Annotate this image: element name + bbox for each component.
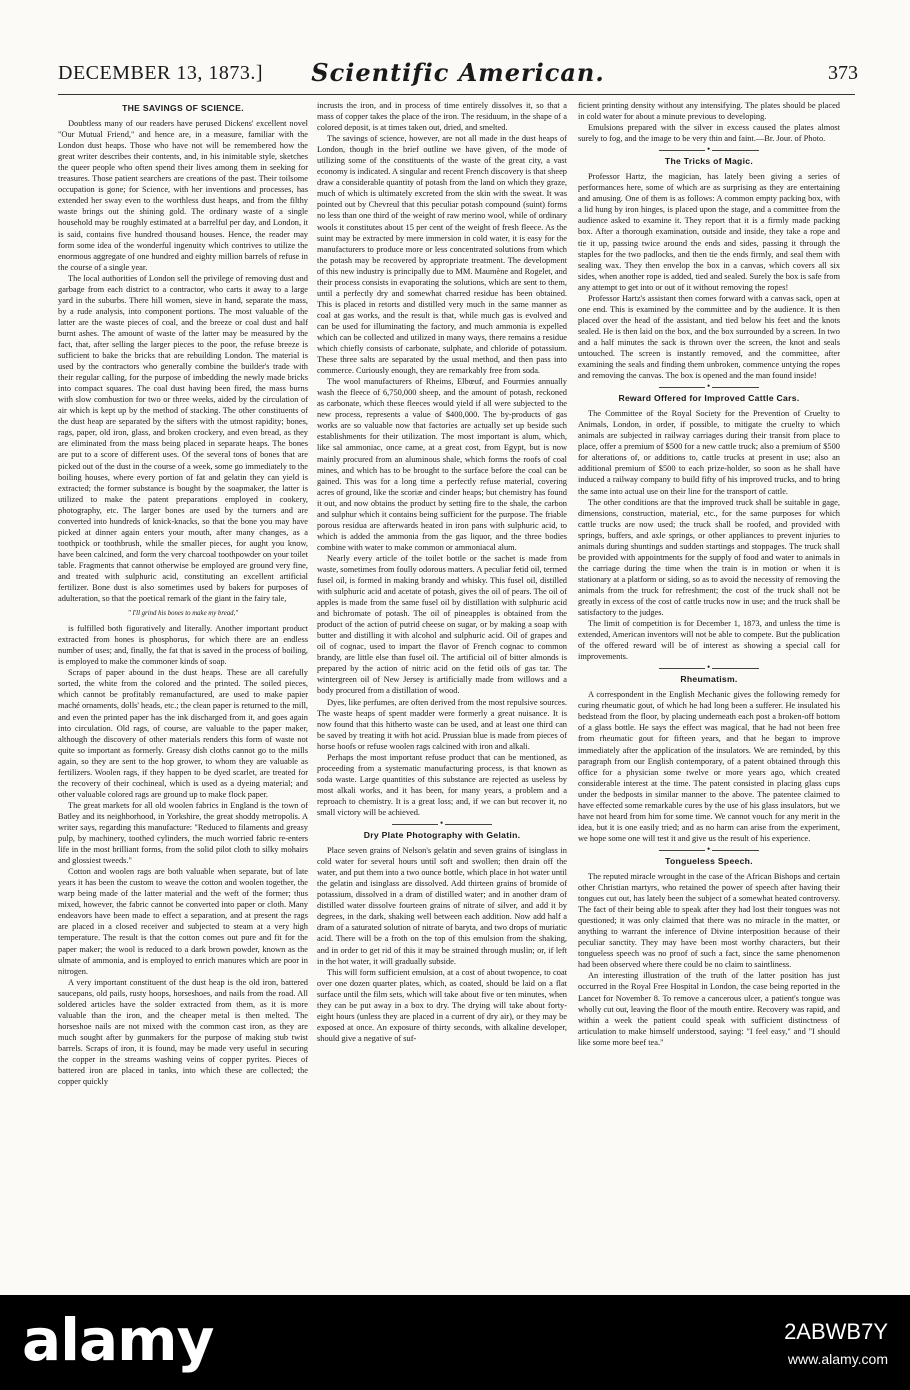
- section-divider: [659, 387, 759, 388]
- paragraph: Professor Hartz, the magician, has lately been giving a series of performances here, some of which are as surprising as they are entertaining and amusing. One of them is as follows: A common empty packing box, with a lid hung by iron hinges, is placed upon the stage, and a committee from the audience asked to examine it. They report that it is a firmly made packing box. After a thorough examination, outside and inside, they take a rope and tie it up, passing twice around the ends and sides, passing it through the staples for the two padlocks, and then tie the ends firmly, and seal them with sealing wax. They then envelop the box in a canvas, which covers all six sides, when another rope is added, tied and sealed. Surely the box is safe from any attempt to get into or out of it without removing the ropes!: [578, 172, 840, 292]
- paragraph: ficient printing density without any intensifying. The plates should be placed in cold water for about a minute previous to developing.: [578, 101, 840, 122]
- paragraph: The great markets for all old woolen fabrics in England is the town of Batley and its neighborhood, in Yorkshire, the great shoddy metropolis. A writer says, regarding this manufacture: "Reduced to filaments and greasy pulp, by machinery, toothed cylinders, the much worried fabric re-enters life in the most brilliant forms, from the solid pilot cloth to silky mohairs and glossiest tweeds.": [58, 800, 308, 866]
- paragraph: This will form sufficient emulsion, at a cost of about twopence, to coat over one dozen quarter plates, which, as coated, should be laid on a flat surface until the film sets, which will take about five or ten minutes, when they can be put away in a box to dry. The drying will take about forty-eight hours (unless they are placed in a current of dry air), or they may be exposed at once. An exposure of thirty seconds, with alkaline developer, should give a negative of suf-: [317, 967, 567, 1043]
- paragraph: Dyes, like perfumes, are often derived from the most repulsive sources. The waste heaps of spent madder were formerly a great nuisance. It is now found that this hitherto waste can be used, and at least one third can be saved by treating it with hot acid. Prussian blue is made from pieces of horse hoofs or refuse woolen rags calcined with iron and alkali.: [317, 697, 567, 751]
- paragraph: A very important constituent of the dust heap is the old iron, battered saucepans, old pails, rusty hoops, horseshoes, and nails from the road. All soldered articles have the solder extracted from them, as it is more valuable than the iron, and the cheaper metal is then melted. The horseshoe nails are not mixed with the common cast iron, as they are much sought after by gunmakers for the purpose of making stub twist barrels. Scraps of iron, it is found, may be made very useful in securing the copper in the streams washing veins of copper pyrites. Pieces of battered iron are placed in tanks, into which these are collected; the copper quickly: [58, 977, 308, 1087]
- column-2: [317, 100, 567, 1290]
- section-divider: [659, 668, 759, 669]
- paragraph: The Committee of the Royal Society for the Prevention of Cruelty to Animals, London, in order, if possible, to mitigate the cruelty to which animals are subjected in railway carriages during their transit from place to place, offer a premium of $500 for a new cattle truck; also a premium of $500 for alterations of, or additions to, cattle trucks at present in use; also an additional premium of $500 to each prize-holder, so soon as he shall have induced a railway company to build fifty of his improved trucks, and to bring the same into actual use on their line for the transport of cattle.: [578, 409, 840, 496]
- masthead-rule: [58, 94, 855, 95]
- paragraph: incrusts the iron, and in process of time entirely dissolves it, so that a mass of copper takes the place of the iron. The residuum, in the shape of a colored deposit, is at times taken out, dried, and smelted.: [317, 101, 567, 133]
- publication-title: Scientific American.: [311, 58, 605, 87]
- paragraph: is fulfilled both figuratively and literally. Another important product extracted from bones is phosphorus, for which there are an endless number of uses; and, finally, the fat that is saved in the process of boiling, is employed to make the commoner kinds of soap.: [58, 624, 308, 667]
- article-title-tricks-of-magic: The Tricks of Magic.: [664, 156, 754, 167]
- paragraph: The wool manufacturers of Rheims, Elbœuf, and Fourmies annually wash the fleece of 6,750,000 sheep, and the amount of potash, reckoned as carbonate, which these fleeces would yield if all were subjected to the new process, represents a value of $400,000. The by-products of gas works are so valuable now that factories are actually set up beside such establishments for their utilization. The most important is alum, which, like sal ammoniac, once came, at a great cost, from Egypt, but is now mainly procured from an aluminous shale, which forms the roofs of coal mines, and which has to be brought to the surface before the coal can be gained. This was for a long time a perfectly refuse material, covering acres of ground, like the scoriæ and cinder heaps; but chemistry has found it out, and now obtains the product by setting fire to the shale, the carbon and sulphur which it contains being sufficient for the purpose. The friable porous residua are afterwards heated in iron pans with sulphuric acid, to which is added the ammonia from the gas liquor, and the three bodies combine with water to make common or ammoniacal alum.: [317, 377, 567, 552]
- section-divider: [392, 824, 492, 825]
- issue-date: DECEMBER 13, 1873.]: [58, 62, 264, 84]
- article-title-cattle-cars: Reward Offered for Improved Cattle Cars.: [618, 393, 800, 404]
- section-divider: [659, 850, 759, 851]
- alamy-logo: alamy: [22, 1306, 214, 1374]
- paragraph: Cotton and woolen rags are both valuable when separate, but of late years it has been the custom to weave the cotton and woolen together, the warp being made of the latter material and the weft of the former; thus mixed, however, the fabric cannot be converted into paper or cloth. Many endeavors have been made to effect a separation, and at present the rags are placed in a closed receiver and subjected to steam at a very high temperature. The result is that the cotton comes out pure and fit for the paper maker; the wool is reduced to a dark brown powder, known as the ulmate of ammonia, and is employed to enrich manures which are poor in nitrogen.: [58, 867, 308, 976]
- column-1: [58, 100, 308, 1290]
- watermark-url: www.alamy.com: [787, 1351, 888, 1367]
- article-title-tongueless-speech: Tongueless Speech.: [665, 855, 753, 866]
- article-title-savings-of-science: THE SAVINGS OF SCIENCE.: [122, 103, 244, 113]
- paragraph: The reputed miracle wrought in the case of the African Bishops and certain other Christian martyrs, who retained the power of speech after having their tongues cut out, has lately been the subject of a somewhat heated controversy. The fact of their being able to speak after they had lost their tongues was not questioned; it was only claimed that there was no miracle in the matter, or anything to warrant the inference of Divine interposition because of their peculiar sanctity. They may have been most worthy characters, but their tongueless speech was no proof of such a fact, since the same phenomenon had been observed where there could be no claim to saintliness.: [578, 872, 840, 970]
- paragraph: The limit of competition is for December 1, 1873, and unless the time is extended, American inventors will not be able to compete. But the publication of the offered reward will be of interest as showing a special call for improvements.: [578, 619, 840, 662]
- paragraph: Doubtless many of our readers have perused Dickens' excellent novel "Our Mutual Friend," and hence are, in a measure, familiar with the London dust heaps. Those who have not will be remembered how the great writer describes their contents, and, in his inimitable style, sketches the queer people who often spend their lives among them in seeking for treasures. Those patient searchers are creations of the past. Their toilsome occupation is gone; for Science, with her inventions and processes, has extended her sway even to the worthless dust heaps, and from the filthy waste brings out the shining gold. The ordinary waste of a single household may be roughly estimated at a barrelful per day, and London, it is said, contains five hundred thousand houses. Hence, the reader may form some idea of the wonderful ingenuity which contrives to utilize the enormous aggregate of one hundred and eighty million barrels of refuse in the course of a single year.: [58, 119, 308, 272]
- paragraph: An interesting illustration of the truth of the latter position has just occurred in the Royal Free Hospital in London, the case being reported in the Lancet for November 8. To remove a cancerous ulcer, a patient's tongue was wholly cut out, leaving the floor of the mouth entire. Recovery was rapid, and within a week the patient could speak with sufficient distinctness of articulation to make himself understood, saying: "I feel easy," and "I should like some more beef tea.": [578, 971, 840, 1047]
- paragraph: A correspondent in the English Mechanic gives the following remedy for curing rheumatic gout, of which he had long been a sufferer. He insulated his bedstead from the floor, by placing underneath each post a broken-off bottom of a glass bottle. He says the effect was magical, that he had not been free from rheumatic gout for fifteen years, and that he began to improve immediately after the application of the insulators. We are reminded, by this paragraph from our English contemporary, of a patent obtained through this office for a physician some twelve or more years ago, which created considerable interest at the time. The patent consisted in placing glass cups under the bedposts in similar manner to the above. The patentee claimed to have effected some remarkable cures by the use of his glass insulators, but we have not heard from him for some time. We cannot vouch for any merit in the idea, but it is one easily tried; and as no harm can arise from the experiment, we hope some one will test it and give us the result of his experience.: [578, 690, 840, 843]
- paragraph: Professor Hartz's assistant then comes forward with a canvas sack, open at one end. This is examined by the committee and by the audience. It is then placed over the head of the assistant, and tied below his feet and the knots sealed. He is then laid on the box, and the box surrounded by a screen. In two and a half minutes the sack is thrown over the screen, the knot and seals untouched. The screen is instantly removed, and the committee, after examining the seals and finding them unbroken, commence untying the ropes and removing the canvas. The box is opened and the man found inside!: [578, 293, 840, 381]
- paragraph: Scraps of paper abound in the dust heaps. These are all carefully sorted, the white from the colored and the printed. The soiled pieces, which cannot be profitably remanufactured, are used to make papier maché ornaments, dolls' heads, etc.; the clean paper is returned to the mill, and even the printed paper has the ink discharged from it, and goes again into circulation. Old rags, of course, are valuable to the paper maker, although the discovery of other materials renders this form of waste not quite so important as formerly. Greasy dish cloths cannot go to the mills again, so they are sent to the hop grower, to whom they are valuable as fertilizers. Woolen rags, if they happen to be dyed scarlet, are treated for the recovery of their cochineal, which is used as a dyeing material; and other valuable colored rags are ground up to make flock paper.: [58, 668, 308, 799]
- section-divider: [659, 150, 759, 151]
- paragraph: Perhaps the most important refuse product that can be mentioned, as proceeding from a systematic manufacturing process, is that known as soda waste. Large quantities of this substance are rejected as useless by most alkali works, and it has been, for many years, a problem and a reproach to chemistry. It is a great loss; and, if we can but recover it, no small victory will be achieved.: [317, 752, 567, 817]
- paragraph: The other conditions are that the improved truck shall be suitable in gage, dimensions, construction, material, etc., for the same purposes for which cattle trucks are now used; the truck shall be roofed, and provided with springs, buffers, and axle springs, or other appliances to prevent injuries to animals during shuntings and sudden startings and stoppages. The truck shall be provided with appointments for the supply of food and water to animals in the carriage during the time when the train is in motion or when it is stationary at a platform or siding, so as to avoid the necessity of removing the animals from the truck for refreshment; the cost of the truck shall not be greatly in excess of the cost of cattle trucks now in use; and the truck shall be satisfactory to the judges.: [578, 497, 840, 618]
- verse-quote: " I'll grind his bones to make my bread,": [127, 610, 239, 618]
- image-id: 2ABWB7Y: [784, 1319, 888, 1344]
- article-title-dry-plate: Dry Plate Photography with Gelatin.: [363, 830, 521, 841]
- article-title-rheumatism: Rheumatism.: [680, 674, 738, 685]
- masthead: [58, 58, 858, 94]
- paragraph: The savings of science, however, are not all made in the dust heaps of London, though in the brief outline we have given, of the mode of utilizing some of the constituents of the waste of the great city, a vast economy is indicated. A singular and recent French discovery is that sheep draw a considerable quantity of potash from the land on which they graze, much of which is ultimately excreted from the skin with the sweat. It was pointed out by Chevreul that this peculiar potash compound (suint) forms no less than one third of the weight of raw merino wool, while of ordinary wools it constitutes about 15 per cent of the weight of fresh fleece. As the suint may be extracted by mere immersion in cold water, it is easy for the manufacturers to produce more or less concentrated solutions from which the potash may be recovered by appropriate treatment. The development of this new industry is principally due to MM. Maumène and Rogelet, and their process consists in evaporating the solutions, which are sent to them, until a perfectly dry and somewhat charred residue has been obtained. This is placed in retorts and distilled very much in the same manner as coal at gas works, and the result is that, while much gas is evolved and can be used for illuminating the factory, and much ammonia is expelled which can be collected and utilized in many ways, there remains a residue which chiefly consists of carbonate, sulphate, and chloride of potassium. These three salts are separated by the usual method, and then pass into commerce. Curiously enough, they are remarkably free from soda.: [317, 134, 567, 376]
- page-number: 373: [828, 62, 858, 84]
- watermark-banner: [0, 1295, 910, 1390]
- paragraph: Place seven grains of Nelson's gelatin and seven grains of isinglass in cold water for several hours until soft and swollen; then drain off the water, and put them into a two ounce bottle, which place in hot water until the gelatin and isinglass are dissolved. Add thirteen grains of bromide of potassium, dissolved in a dram of distilled water; and in another dram of distilled water dissolve fourteen grains of nitrate of silver, and add it by degrees, in the dark, shaking well between each addition. Now add half a dram of a saturated solution of nitrate of baryta, and two drops of muriatic acid. There will be a froth on the top of this emulsion from the shaking, and in order to get rid of this it may be strained through muslin; or, if left in the hot water, it will gradually subside.: [317, 846, 567, 966]
- paragraph: The local authorities of London sell the privilege of removing dust and garbage from each district to a contractor, who carts it away to a large yard in the suburbs. There hill women, sieve in hand, separate the mass, by a rude analysis, into component portions. The most valuable of the latter are the waste pieces of coal, and the breeze or coal dust and half burnt ashes. The amount of waste of the latter may be measured by the fact, that, after selling the larger pieces to the poor, the refuse breeze is sufficient to bake the bricks that are rebuilding London. The material is used by the contractors who generally combine the builder's trade with their regular calling, for the purpose of imbedding the newly made bricks into compact squares. The coal dust having been fired, the mass burns with slow combustion for two or three weeks, aided by the circulation of air which is kept up by the method of stacking. The other constituents of the dust heap are separated by the sifters with the utmost rapidity; bones, rags, paper, old iron, glass, and broken crockery, and even bread, as they are eliminated from the mass being placed in separate heaps. The bones are put to a score of different uses. Of the several tons of bones that are picked out of the dust in the course of a week, some go immediately to the boiling houses, where every portion of fat and gelatin they can yield is extracted; the former substance is bought by the soapmaker, the latter is utilized to make the patent preparations employed in cookery, photography, etc. The larger bones are used by the turners and are converted into hundreds of knick-knacks, so that the bone you may have picked at dinner again enters your mouth, after many changes, as a toothpick or toothbrush, while the smaller pieces, for aught you know, have been calcined, and form the very charcoal toothpowder on your toilet table. Fragments that cannot otherwise be employed are ground very fine, and treated with sulphuric acid, constituting an excellent artificial fertilizer. Bone dust is also sometimes used by bakers for purposes of adulteration, so that the poetical remark of the giant in the fairy tale,: [58, 273, 308, 604]
- paragraph: Nearly every article of the toilet bottle or the sachet is made from waste, sometimes from foully odorous matters. A peculiar fetid oil, termed fusel oil, is formed in making brandy and whisky. This fusel oil, distilled with sulphuric acid and acetate of potash, gives the oil of pears. The oil of apples is made from the same fusel oil by distillation with sulphuric acid and bichromate of potash. The oil of pineapples is obtained from the product of the action of putrid cheese on sugar, or by making a soap with butter and distilling it with alcohol and sulphuric acid. Oil of grapes and oil of cognac, used to impart the flavor of French cognac to common brandy, are little else than fusel oil. The artificial oil of bitter almonds is prepared by the action of nitric acid on the fetid oils of gas tar. The wintergreen oil of New Jersey is artificially made from willows and a body procured from a distillation of wood.: [317, 553, 567, 696]
- column-3: [578, 100, 840, 1290]
- paragraph: Emulsions prepared with the silver in excess caused the plates almost surely to fog, and the image to be very thin and faint.—Br. Jour. of Photo.: [578, 123, 840, 144]
